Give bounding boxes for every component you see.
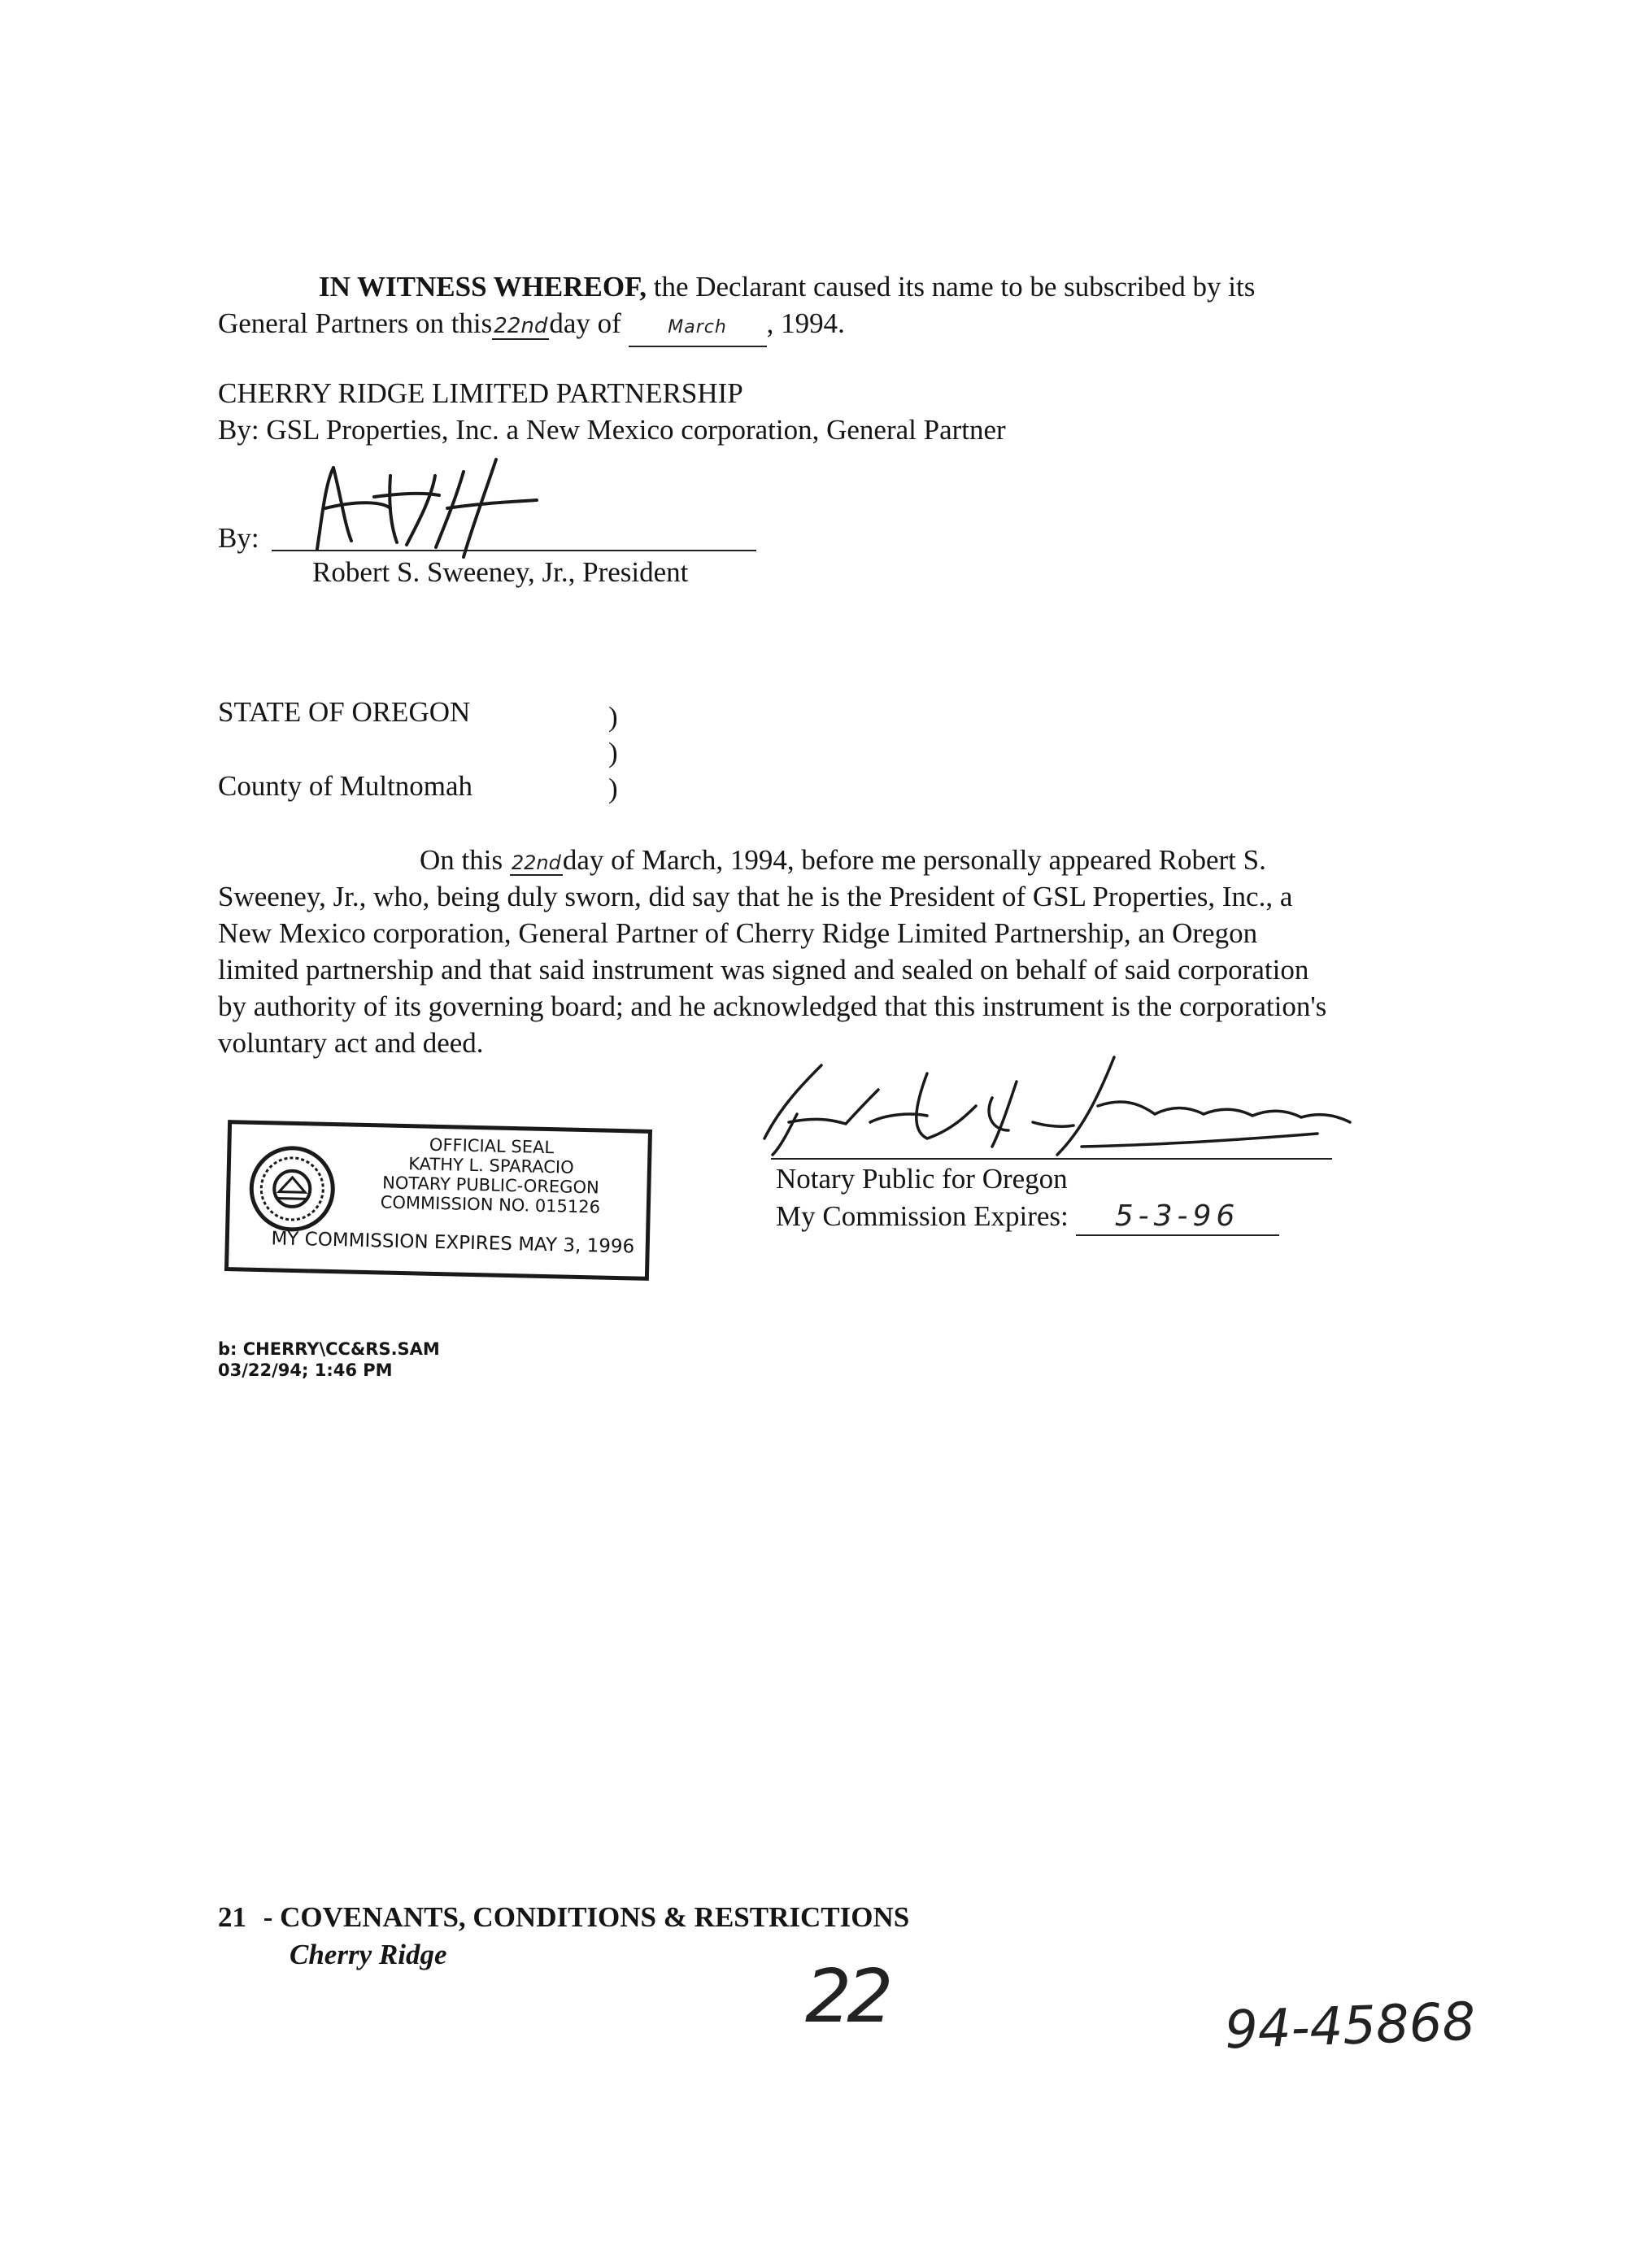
seal-line-3: NOTARY PUBLIC-OREGON bbox=[381, 1173, 599, 1198]
witness-text: the Declarant caused its name to be subscribed by its bbox=[653, 271, 1256, 303]
company-name: CHERRY RIDGE LIMITED PARTNERSHIP bbox=[218, 377, 743, 409]
handwritten-month: March bbox=[629, 310, 767, 347]
official-seal-stamp bbox=[224, 1120, 652, 1281]
commission-expires-label: My Commission Expires: bbox=[776, 1200, 1069, 1232]
venue-paren-3: ) bbox=[608, 773, 618, 804]
seal-line-4: COMMISSION NO. 015126 bbox=[380, 1192, 601, 1217]
venue-paren-1: ) bbox=[608, 701, 618, 733]
venue-paren-2: ) bbox=[608, 737, 618, 768]
ack-line-3: New Mexico corporation, General Partner of Cherry Ridge Limited Partnership, an Oregon bbox=[218, 917, 1258, 949]
venue-state: STATE OF OREGON bbox=[218, 696, 471, 728]
handwritten-day: 22nd bbox=[494, 314, 548, 338]
handwritten-expiry: 5-3-96 bbox=[1076, 1199, 1279, 1236]
commission-expires-line bbox=[776, 1199, 1279, 1236]
ack-line-2: Sweeney, Jr., who, being duly sworn, did say that he is the President of GSL Properties, Inc., a bbox=[218, 881, 1293, 912]
witness-line-2 bbox=[218, 306, 845, 347]
ack-intro-b: day of March, 1994, before me personally appeared Robert S. bbox=[562, 844, 1266, 876]
venue-county: County of Multnomah bbox=[218, 770, 473, 802]
state-seal-icon bbox=[246, 1143, 339, 1236]
handwritten-page-number: 22 bbox=[805, 1954, 889, 2039]
file-path: b: CHERRY\CC&RS.SAM bbox=[218, 1339, 440, 1359]
by-general-partner: By: GSL Properties, Inc. a New Mexico corporation, General Partner bbox=[218, 414, 1006, 446]
by-label: By: bbox=[218, 522, 259, 554]
signature-kathy-sparacio bbox=[748, 1049, 1366, 1171]
footer-title: COVENANTS, CONDITIONS & RESTRICTIONS bbox=[280, 1901, 910, 1933]
seal-line-5: MY COMMISSION EXPIRES MAY 3, 1996 bbox=[271, 1228, 635, 1258]
ack-line-5: by authority of its governing board; and he acknowledged that this instrument is the corporation's bbox=[218, 990, 1327, 1022]
witness-lead: IN WITNESS WHEREOF, bbox=[319, 271, 647, 303]
seal-line-2: KATHY L. SPARACIO bbox=[408, 1154, 574, 1178]
handwritten-ack-day: 22nd bbox=[511, 851, 561, 874]
footer-title-line bbox=[218, 1900, 909, 1935]
ack-line-4: limited partnership and that said instrument was signed and sealed on behalf of said corporation bbox=[218, 954, 1309, 986]
file-timestamp: 03/22/94; 1:46 PM bbox=[218, 1360, 393, 1380]
witness-line-1 bbox=[319, 269, 1255, 305]
signer-name: Robert S. Sweeney, Jr., President bbox=[312, 556, 689, 588]
ack-line-6: voluntary act and deed. bbox=[218, 1027, 484, 1059]
footer-subtitle: Cherry Ridge bbox=[290, 1939, 447, 1970]
footer-dash: - bbox=[263, 1901, 273, 1933]
page-number: 21 bbox=[218, 1901, 246, 1933]
recording-number: 94-45868 bbox=[1223, 1992, 1477, 2061]
witness-text-c: , 1994. bbox=[766, 307, 845, 339]
witness-text-b: day of bbox=[549, 307, 621, 339]
ack-intro-a: On this bbox=[420, 844, 503, 876]
witness-text-a: General Partners on this bbox=[218, 307, 493, 339]
seal-line-1: OFFICIAL SEAL bbox=[429, 1134, 555, 1158]
ack-line-1 bbox=[420, 842, 1266, 881]
signature-robert-sweeney bbox=[293, 451, 553, 565]
notary-title: Notary Public for Oregon bbox=[776, 1163, 1068, 1195]
notary-signature-line bbox=[771, 1158, 1332, 1160]
